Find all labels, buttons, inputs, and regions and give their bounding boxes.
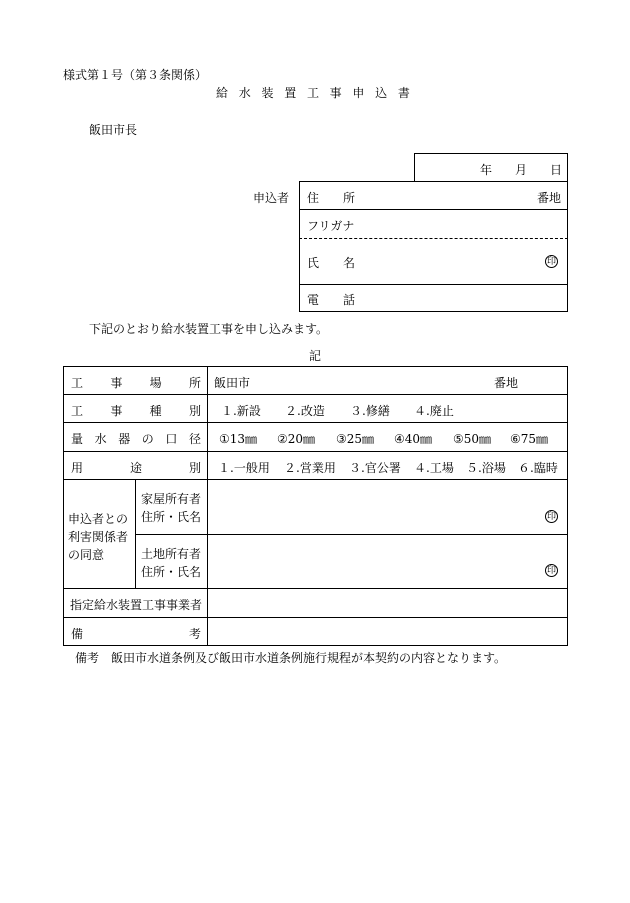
contractor-label: 指定給水装置工事事業者 xyxy=(70,598,203,612)
site-city: 飯田市 xyxy=(214,376,251,390)
phone-label: 電 話 xyxy=(307,293,355,307)
document-title: 給 水 装 置 工 事 申 込 書 xyxy=(216,86,410,100)
applicant-label: 申込者 xyxy=(253,191,290,205)
usage-label: 用 途 別 xyxy=(71,461,201,475)
applicant-seal-icon: 印 xyxy=(546,257,556,267)
type-option: １.新設 xyxy=(221,404,261,418)
usage-option: ６.臨時 xyxy=(518,461,558,475)
land-owner-label: 土地所有者 xyxy=(141,547,202,561)
address-suffix: 番地 xyxy=(537,191,562,205)
house-owner-label: 家屋所有者 xyxy=(141,492,202,506)
caliber-option: ⑤50㎜ xyxy=(453,432,492,446)
caliber-option: ①13㎜ xyxy=(219,432,258,446)
caliber-label: 量 水 器 の 口 径 xyxy=(71,432,201,446)
date-year: 年 xyxy=(480,163,493,177)
addressee: 飯田市長 xyxy=(89,123,138,137)
form-number: 様式第１号（第３条関係） xyxy=(63,68,208,82)
furigana-label: フリガナ xyxy=(307,219,355,233)
address-label: 住 所 xyxy=(307,191,355,205)
caliber-option: ②20㎜ xyxy=(277,432,316,446)
type-label: 工 事 種 別 xyxy=(71,404,201,418)
caliber-option: ⑥75㎜ xyxy=(510,432,549,446)
caliber-option: ③25㎜ xyxy=(336,432,375,446)
usage-option: ４.工場 xyxy=(414,461,454,475)
house-owner-seal-icon: 印 xyxy=(546,512,556,522)
usage-option: ２.営業用 xyxy=(284,461,336,475)
consent-label-line: 申込者との xyxy=(68,512,129,526)
land-owner-label: 住所・氏名 xyxy=(141,565,202,579)
ki-mark: 記 xyxy=(309,349,322,363)
site-suffix: 番地 xyxy=(494,376,519,390)
land-owner-seal-icon: 印 xyxy=(546,566,556,576)
usage-option: ５.浴場 xyxy=(466,461,506,475)
type-option: ２.改造 xyxy=(285,404,325,418)
usage-option: ３.官公署 xyxy=(349,461,401,475)
usage-option: １.一般用 xyxy=(218,461,270,475)
consent-label-line: の同意 xyxy=(68,548,105,562)
date-month: 月 xyxy=(515,163,528,177)
type-option: ３.修繕 xyxy=(350,404,390,418)
consent-label-line: 利害関係者 xyxy=(68,530,129,544)
caliber-option: ④40㎜ xyxy=(394,432,433,446)
intro-text: 下記のとおり給水装置工事を申し込みます。 xyxy=(89,322,329,336)
site-label: 工 事 場 所 xyxy=(71,376,201,390)
footer-note: 備考 飯田市水道条例及び飯田市水道条例施行規程が本契約の内容となります。 xyxy=(75,651,507,665)
type-option: ４.廃止 xyxy=(414,404,454,418)
house-owner-label: 住所・氏名 xyxy=(141,510,202,524)
name-label: 氏 名 xyxy=(307,256,355,270)
date-day: 日 xyxy=(550,163,563,177)
remarks-label: 備 考 xyxy=(71,627,201,641)
